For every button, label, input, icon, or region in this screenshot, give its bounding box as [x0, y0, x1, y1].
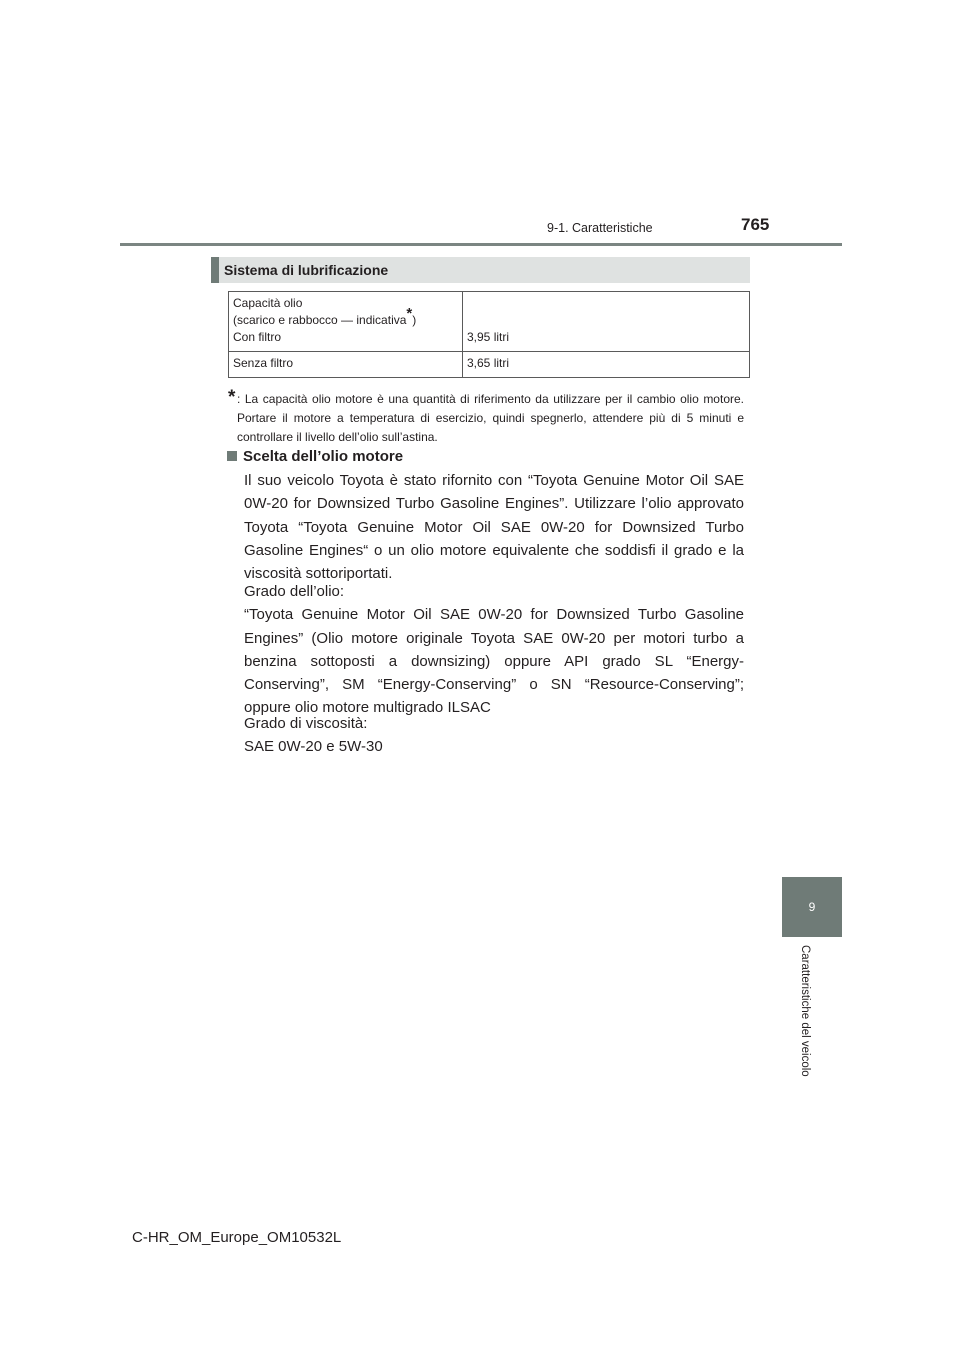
section-title: Sistema di lubrificazione [224, 262, 389, 278]
footnote-text: : La capacità olio motore è una quantità di riferimento da utilizzare per il cambio olio motore. Portare il motore a temperatura di esercizio, quindi spegnerlo, attendere più di 5 minuti e controllare il livello dell’olio sull’astina. [237, 392, 744, 444]
viscosity-label: Grado di viscosità: [244, 715, 368, 732]
table-cell-value: 3,65 litri [463, 352, 750, 378]
capacity-subheading-text: (scarico e rabbocco — indicativa [233, 313, 407, 327]
table-row [229, 292, 750, 352]
capacity-subheading [233, 305, 458, 329]
viscosity-block [244, 712, 744, 759]
footnote [228, 388, 744, 447]
page-number: 765 [741, 215, 770, 234]
table-cell-value: 3,95 litri [463, 292, 750, 352]
oil-grade-label: Grado dell’olio: [244, 583, 345, 600]
viscosity-text: SAE 0W-20 e 5W-30 [244, 738, 383, 756]
section-title-mark [211, 257, 219, 283]
table-cell-label [229, 292, 463, 352]
header-rule [120, 243, 842, 246]
chapter-tab: 9 [782, 877, 842, 937]
subsection-title: Scelta dell’olio motore [243, 448, 404, 465]
oil-grade-block [244, 580, 744, 720]
capacity-subheading-close: ) [412, 313, 417, 327]
footnote-marker: * [406, 305, 413, 322]
header-section-label: 9-1. Caratteristiche [547, 221, 653, 235]
oil-capacity-table [228, 291, 750, 378]
section-title-bar [211, 257, 750, 283]
footnote-star: * [228, 387, 236, 408]
table-row [229, 352, 750, 378]
footer-doc-id: C-HR_OM_Europe_OM10532L [132, 1229, 342, 1246]
square-bullet-icon [227, 451, 237, 461]
chapter-tab-label: Caratteristiche del veicolo [799, 945, 811, 1077]
subsection-heading [227, 448, 403, 465]
capacity-heading: Capacità olio [233, 296, 303, 310]
row-label: Con filtro [233, 330, 282, 344]
intro-paragraph: Il suo veicolo Toyota è stato rifornito con “Toyota Genuine Motor Oil SAE 0W-20 for Downsized Turbo Gasoline Engines”. Utilizzare l’olio approvato Toyota “Toyota Genuine Motor Oil SAE 0W-20 for Downsized Turbo Gasoline Engines“ o un olio motore equivalente che soddisfi il grado e la viscosità sottoriportati. [244, 472, 744, 583]
table-cell-label: Senza filtro [229, 352, 463, 378]
oil-grade-text: “Toyota Genuine Motor Oil SAE 0W-20 for Downsized Turbo Gasoline Engines” (Olio motore originale Toyota SAE 0W-20 per motori turbo a benzina sottoposti a downsizing) oppure API grado SL “Energy-Conserving”, SM “Energy-Conserving” o SN “Resource-Conserving”; oppure olio motore multigrado ILSAC [244, 606, 744, 717]
